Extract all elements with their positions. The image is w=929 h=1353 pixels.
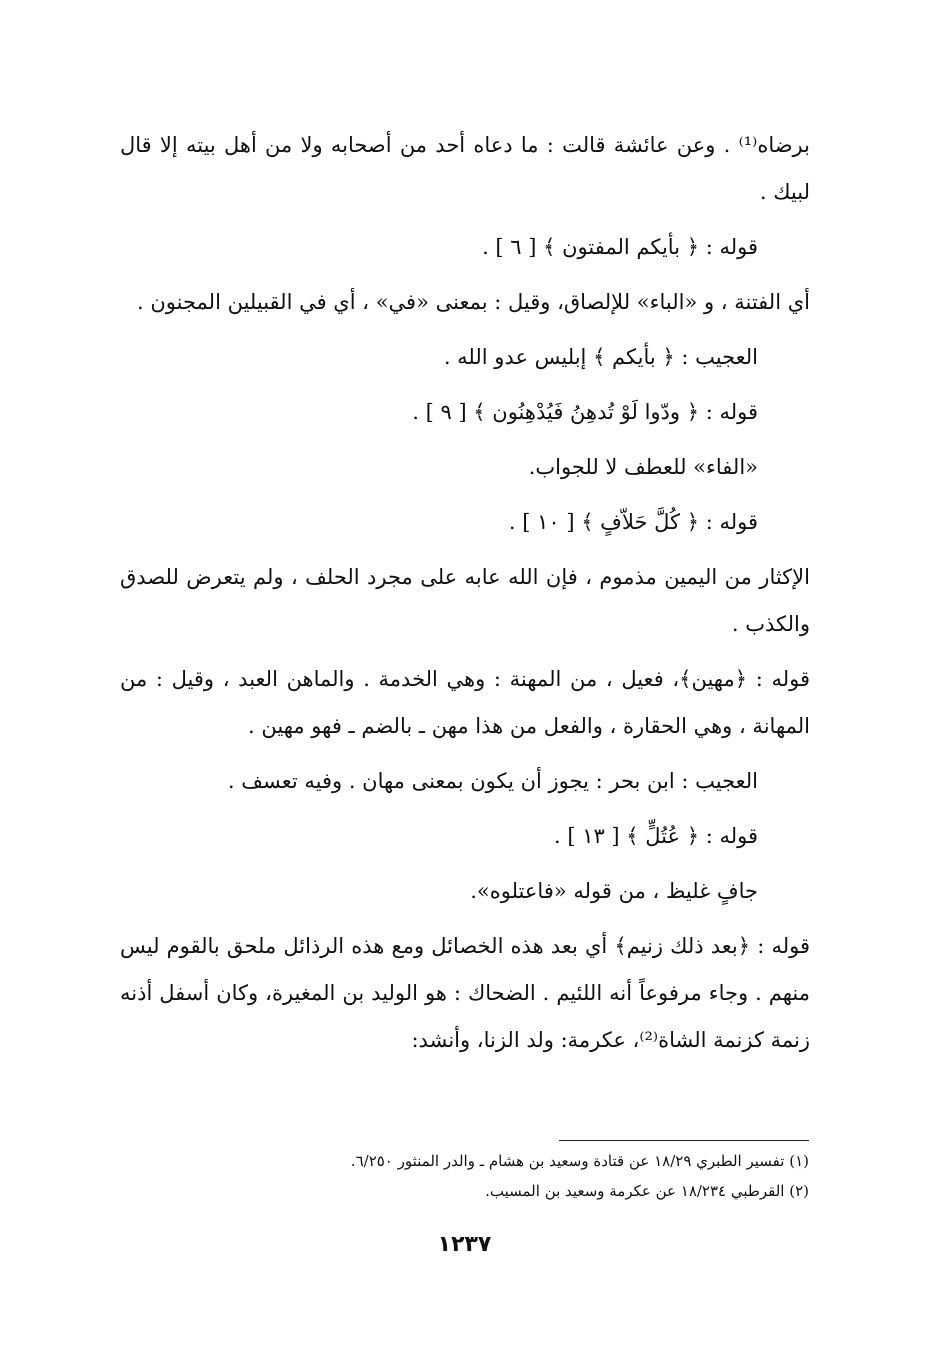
paragraph-8: الإكثار من اليمين مذموم ، فإن الله عابه على مجرد الحلف ، ولم يتعرض للصدق والكذب . [120, 565, 810, 636]
paragraph-13: قوله : ﴿بعد ذلك زنيم﴾ أي بعد هذه الخصائل ومع هذه الرذائل ملحق بالقوم ليس منهم . وجاء مرفوعاً أنه اللئيم . الضحاك : هو الوليد بن المغيرة، وكان أسفل أذنه زنمة كزنمة الشاة⁽²⁾، عكرمة: ولد الزنا، وأنشد: [120, 934, 810, 1052]
footnote-divider [559, 1140, 809, 1141]
footnote-2: (٢) القرطبي ١٨/٢٣٤ عن عكرمة وسعيد بن المسيب. [485, 1182, 809, 1200]
footnote-1: (١) تفسير الطبري ١٨/٢٩ عن قتادة وسعيد بن هشام ـ والدر المنثور ٦/٢٥٠. [350, 1152, 809, 1170]
paragraph-5: قوله : ﴿ ودّوا لَوْ تُدهِنُ فَيُدْهِنُون ﴾ [ ٩ ] . [412, 400, 758, 424]
paragraph-6: «الفاء» للعطف لا للجواب. [528, 455, 758, 479]
footnotes [119, 1146, 809, 1206]
paragraph-12: جافٍ غليظ ، من قوله «فاعتلوه». [470, 879, 758, 903]
paragraph-4: العجيب : ﴿ بأيكم ﴾ إبليس عدو الله . [443, 345, 758, 369]
paragraph-9: قوله : ﴿مهين﴾، فعيل ، من المهنة : وهي الخدمة . والماهن العبد ، وقيل : من المهانة ، وهي الحقارة ، والفعل من هذا مهن ـ بالضم ـ فهو مهين . [120, 667, 810, 738]
page-number: ١٢٣٧ [437, 1232, 492, 1257]
paragraph-1: برضاه⁽¹⁾ . وعن عائشة قالت : ما دعاه أحد من أصحابه ولا من أهل بيته إلا قال لبيك . [120, 133, 810, 204]
paragraph-7: قوله : ﴿ كُلَّ حَلاّفٍ ﴾ [ ١٠ ] . [508, 510, 758, 534]
paragraph-11: قوله : ﴿ عُتُلٍّ ﴾ [ ١٣ ] . [553, 824, 758, 848]
paragraph-10: العجيب : ابن بحر : يجوز أن يكون بمعنى مهان . وفيه تعسف . [227, 769, 758, 793]
paragraph-3: أي الفتنة ، و «الباء» للإلصاق، وقيل : بمعنى «في» ، أي في القبيلين المجنون . [137, 290, 810, 314]
page-body [120, 122, 810, 1072]
paragraph-2: قوله : ﴿ بأيكم المفتون ﴾ [ ٦ ] . [482, 235, 758, 259]
